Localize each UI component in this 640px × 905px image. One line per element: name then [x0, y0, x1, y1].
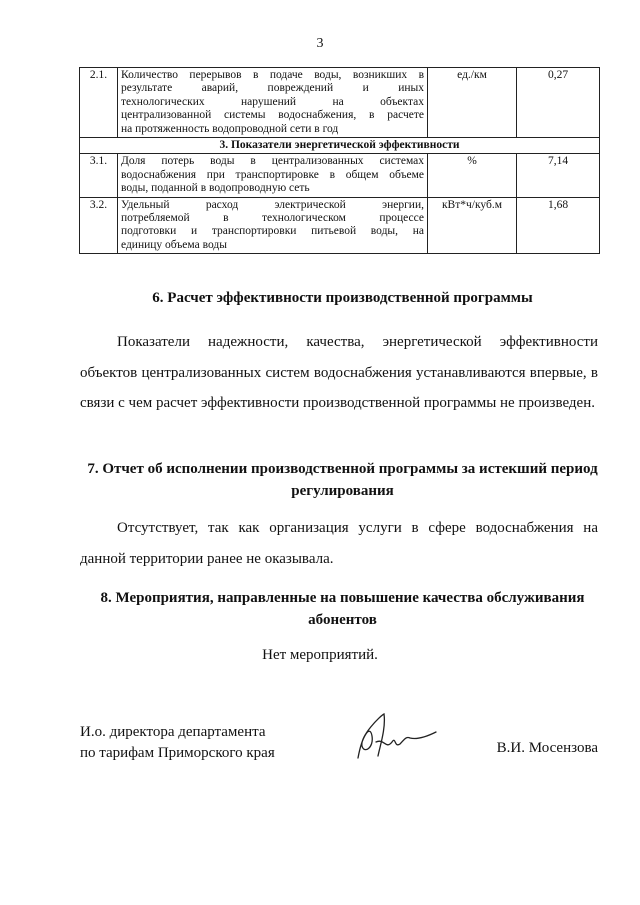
section-8-text: Нет мероприятий.: [262, 647, 378, 663]
description-line: на протяженность водопроводной сети в год: [121, 122, 339, 135]
row-number: 3.2.: [80, 197, 118, 254]
page-number: 3: [316, 36, 324, 51]
description-line: потребляемой в технологическом процессе: [121, 212, 424, 225]
indicator-value: 7,14: [517, 154, 600, 197]
description-line: Удельный расход электрической энергии,: [121, 198, 424, 211]
indicator-description: [118, 197, 428, 254]
table-section-row: [80, 138, 600, 154]
section-7-heading: 7. Отчет об исполнении производственной программы за истекший период регулирования: [87, 461, 598, 499]
signatory-title-line2: по тарифам Приморского края: [80, 745, 275, 761]
table-row: [80, 197, 600, 254]
handwritten-signature: [350, 706, 440, 766]
indicators-table: [79, 67, 600, 254]
row-number: 2.1.: [80, 68, 118, 138]
signatory-title: [80, 722, 275, 764]
description-line: водоснабжения при транспортировке в общем объеме: [121, 168, 424, 181]
description-line: технологических нарушений на объектах: [121, 95, 424, 108]
description-line: подготовки и транспортировки питьевой воды, на: [121, 225, 424, 238]
table-row: [80, 154, 600, 197]
description-line: централизованной системы водоснабжения, в расчете: [121, 109, 424, 122]
description-line: Доля потерь воды в централизованных системах: [121, 155, 424, 168]
description-line: Количество перерывов в подаче воды, возникших в: [121, 69, 424, 81]
unit-of-measure: ед./км: [428, 68, 517, 138]
indicator-description: [118, 68, 428, 138]
unit-of-measure: %: [428, 154, 517, 197]
row-number: 3.1.: [80, 154, 118, 197]
unit-of-measure: кВт*ч/куб.м: [428, 197, 517, 254]
description-line: результате аварий, повреждений и иных: [121, 82, 424, 95]
table-row: [80, 68, 600, 138]
indicator-value: 0,27: [517, 68, 600, 138]
section-8-heading: 8. Мероприятия, направленные на повышение качества обслуживания абонентов: [100, 590, 585, 628]
signatory-name: В.И. Мосензова: [496, 740, 598, 756]
section-6-text: Показатели надежности, качества, энергетической эффективности объектов централизованных систем водоснабжения устанавливаются впервые, в связи с чем расчет эффективности производственной программы не произведен.: [80, 334, 598, 411]
indicator-value: 1,68: [517, 197, 600, 254]
section-6-heading: 6. Расчет эффективности производственной программы: [152, 290, 533, 306]
section-title: 3. Показатели энергетической эффективности: [80, 138, 600, 154]
section-7-text: Отсутствует, так как организация услуги в сфере водоснабжения на данной территории ранее не оказывала.: [80, 520, 598, 567]
indicator-description: [118, 154, 428, 197]
description-line: воды, поданной в водопроводную сеть: [121, 182, 310, 195]
description-line: единицу объема воды: [121, 238, 227, 251]
signatory-title-line1: И.о. директора департамента: [80, 724, 266, 740]
